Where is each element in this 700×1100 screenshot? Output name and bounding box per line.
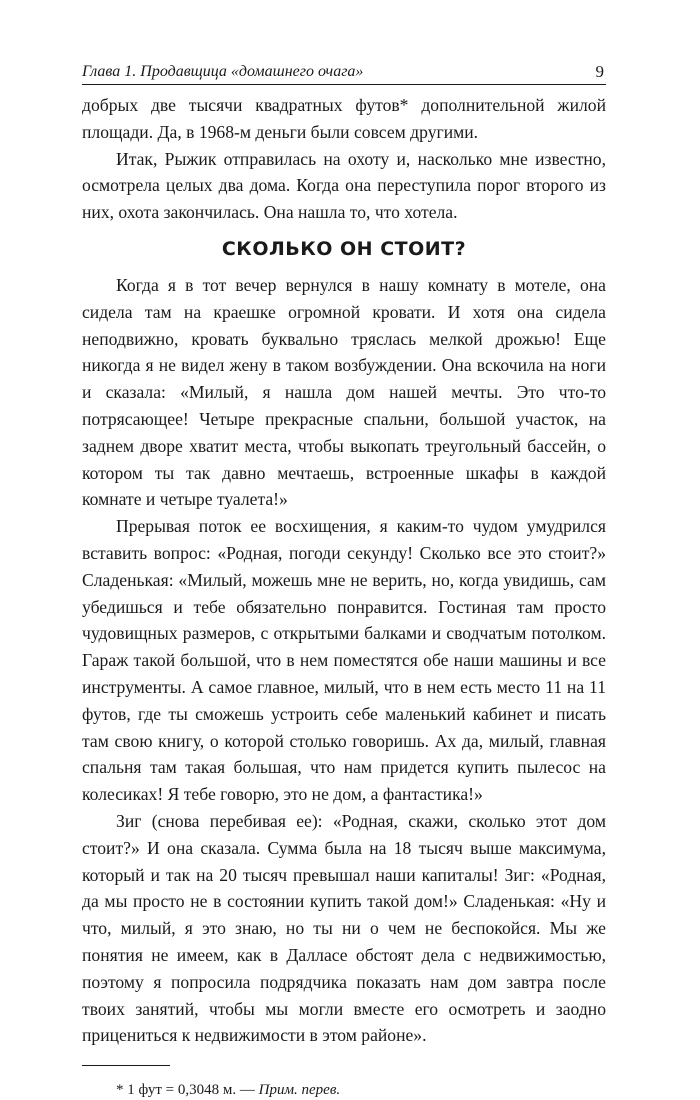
footnote-text: * 1 фут = 0,3048 м. — <box>116 1082 255 1099</box>
footnote-note: Прим. перев. <box>258 1082 341 1099</box>
footnote <box>82 1080 606 1100</box>
paragraph: Прерывая поток ее восхищения, я каким-то чудом умудрился вставить вопрос: «Родная, погоди секунду! Сколько все это стоит?» Сладенькая: «Милый, можешь мне не верить, но, когда увидишь, сам убедишься и тебе обязательно понравится. Гостиная там просто чудовищных размеров, с открытыми балками и сводчатым потолком. Гараж такой большой, что в нем поместятся обе наши машины и все инструменты. А самое главное, милый, что в нем есть место 11 на 11 футов, где ты сможешь устроить себе маленький кабинет и писать там свою книгу, о которой столько говоришь. Ах да, милый, главная спальня там такая большая, что нам придется купить пылесос на колесиках! Я тебе говорю, это не дом, а фантастика!» <box>82 516 606 805</box>
paragraph: добрых две тысячи квадратных футов* дополнительной жилой площади. Да, в 1968-м деньги были совсем другими. <box>82 95 606 142</box>
paragraph: Зиг (снова перебивая ее): «Родная, скажи, сколько этот дом стоит?» И она сказала. Сумма была на 18 тысяч выше максимума, который и так на 20 тысяч превышал наши капиталы! Зиг: «Родная, да мы просто не в состоянии купить такой дом!» Сладенькая: «Ну и что, милый, я это знаю, но ты ни о чем не беспокойся. Мы же понятия не имеем, как в Далласе обстоят дела с недвижимостью, поэтому я попросила подрядчика показать нам дом завтра после твоих занятий, чтобы мы могли вместе его осмотреть и заодно прицениться к недвижимости в этом районе». <box>82 810 606 1046</box>
paragraph: Когда я в тот вечер вернулся в нашу комнату в мотеле, она сидела там на краешке огромной кровати. И хотя она сидела неподвижно, кровать буквально тряслась мелкой дрожью! Еще никогда я не видел жену в таком возбуждении. Она вскочила на ноги и сказала: «Милый, я нашла дом нашей мечты. Это что-то потрясающее! Четыре прекрасные спальни, большой участок, на заднем дворе хватит места, чтобы выкопать треугольный бассейн, о котором ты так давно мечтаешь, встроенные шкафы в каждой комнате и четыре туалета!» <box>82 274 606 510</box>
section-heading: СКОЛЬКО ОН СТОИТ? <box>221 237 467 260</box>
chapter-title: Глава 1. Продавщица «домашнего очага» <box>82 63 364 80</box>
body-text <box>82 92 606 1100</box>
paragraph: Итак, Рыжик отправилась на охоту и, насколько мне известно, осмотрела целых два дома. Когда она переступила порог второго из них, охота закончилась. Она нашла то, что хотела. <box>82 148 606 223</box>
page-number: 9 <box>595 62 604 81</box>
footnote-divider <box>82 1065 170 1066</box>
running-header <box>82 62 606 85</box>
